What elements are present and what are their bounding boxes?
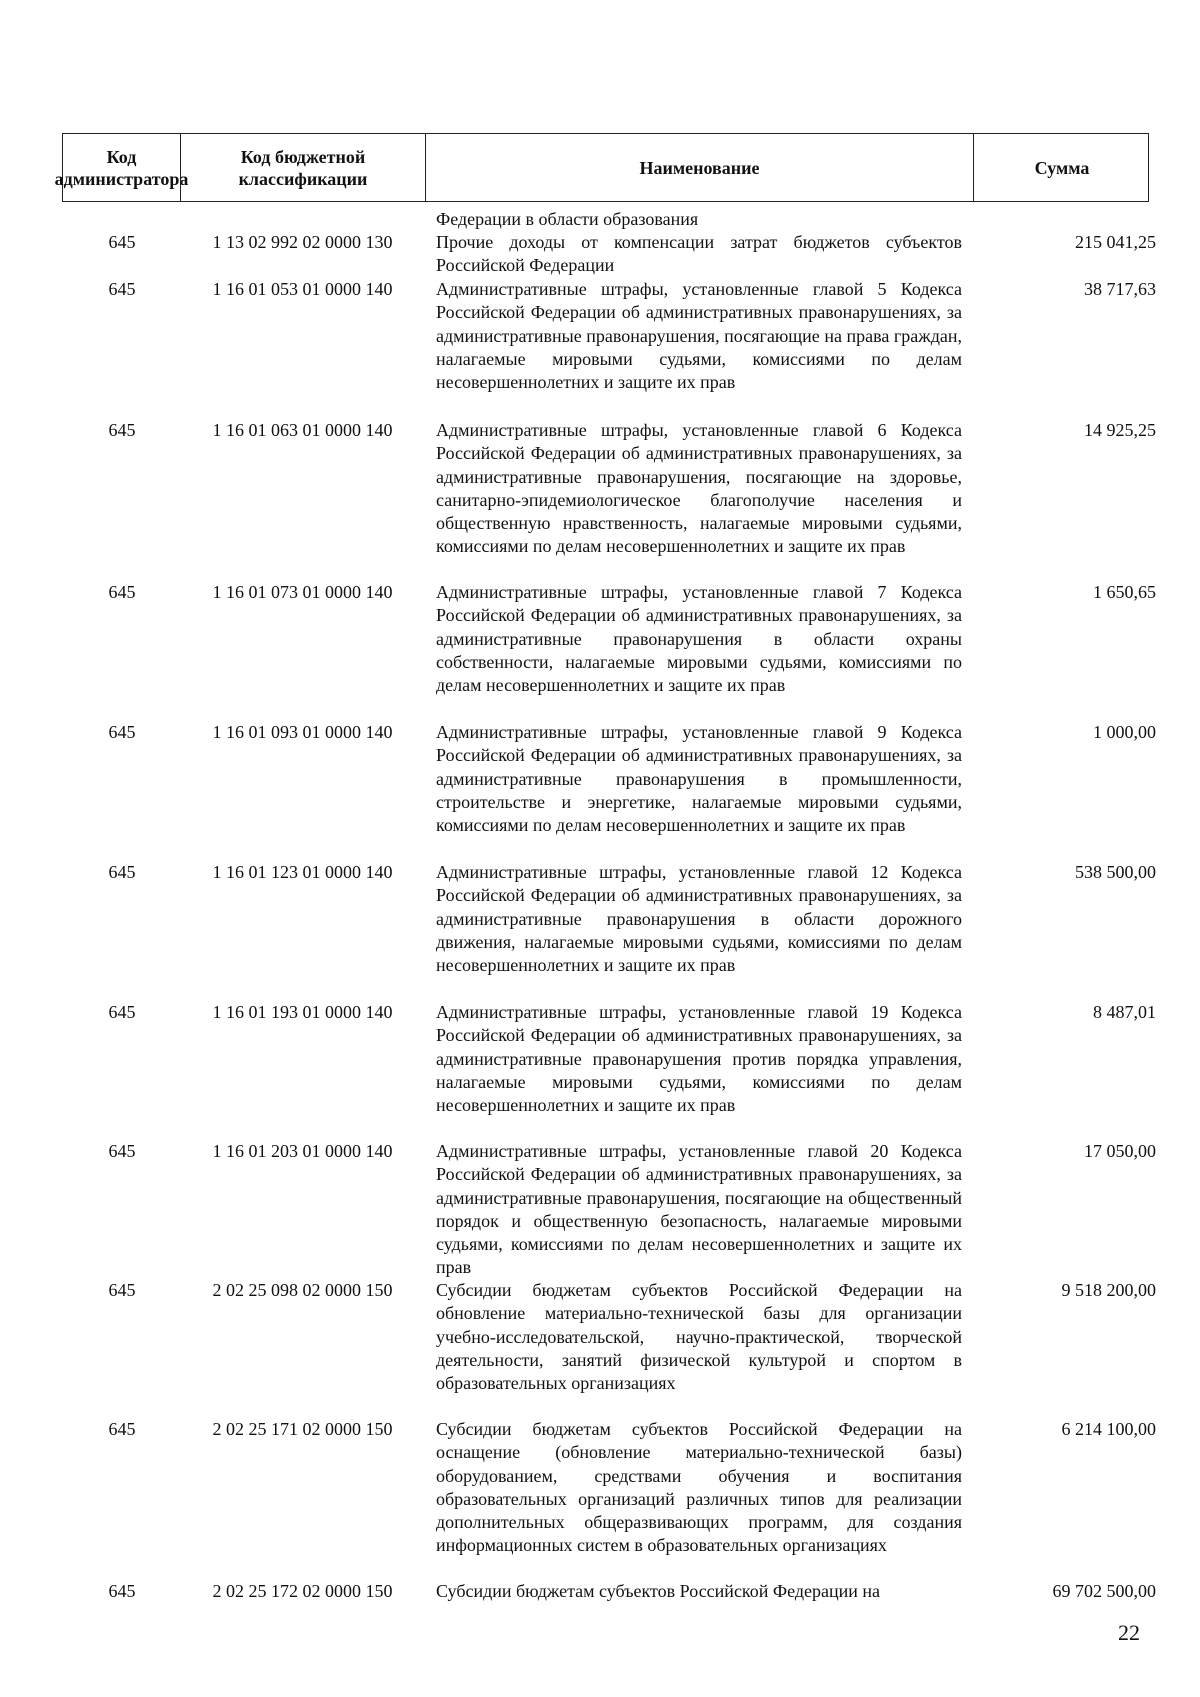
row-name: Административные штрафы, установленные главой 5 Кодекса Российской Федерации об административных правонарушениях, за административные правонарушения, посягающие на права граждан, налагаемые мировыми судьями, комиссиями по делам несовершеннолетних и защите их прав (436, 279, 962, 393)
row-name: Субсидии бюджетам субъектов Российской Федерации на оснащение (обновление материально-технической базы) оборудованием, средствами обучения и воспитания образовательных организаций различных типов для реализации дополнительных общеразвивающих программ, для создания информационных систем в образовательных организациях (436, 1419, 962, 1556)
row-sum: 9 518 200,00 (1061, 1280, 1156, 1300)
kbk-code: 1 16 01 073 01 0000 140 (212, 582, 393, 602)
row-name: Административные штрафы, установленные главой 9 Кодекса Российской Федерации об административных правонарушениях, за административные правонарушения в промышленности, строительстве и энергетике, налагаемые мировыми судьями, комиссиями по делам несовершеннолетних и защите их прав (436, 722, 962, 836)
page-number: 22 (1118, 1620, 1140, 1645)
admin-code: 645 (108, 1419, 136, 1439)
continuation-text: Федерации в области образования (436, 209, 699, 229)
admin-code: 645 (108, 1581, 136, 1601)
kbk-code: 1 16 01 203 01 0000 140 (212, 1141, 393, 1161)
row-name: Прочие доходы от компенсации затрат бюджетов субъектов Российской Федерации (436, 232, 962, 276)
row-sum: 215 041,25 (1075, 232, 1156, 252)
table-header (54, 133, 1149, 202)
kbk-code: 1 16 01 063 01 0000 140 (212, 420, 393, 440)
kbk-code: 1 16 01 053 01 0000 140 (212, 279, 393, 299)
admin-code: 645 (108, 722, 136, 742)
row-sum: 6 214 100,00 (1061, 1419, 1156, 1439)
row-sum: 38 717,63 (1084, 279, 1156, 299)
row-sum: 1 000,00 (1093, 722, 1156, 742)
row-sum: 538 500,00 (1075, 862, 1156, 882)
admin-code: 645 (108, 862, 136, 882)
row-sum: 14 925,25 (1084, 420, 1156, 440)
admin-code: 645 (108, 420, 136, 440)
kbk-code: 2 02 25 171 02 0000 150 (212, 1419, 393, 1439)
row-name: Административные штрафы, установленные главой 19 Кодекса Российской Федерации об административных правонарушениях, за административные правонарушения против порядка управления, налагаемые мировыми судьями, комиссиями по делам несовершеннолетних и защите их прав (436, 1002, 962, 1116)
header-sum: Сумма (973, 134, 1150, 201)
kbk-code: 2 02 25 098 02 0000 150 (212, 1280, 393, 1300)
admin-code: 645 (108, 1141, 136, 1161)
row-name: Административные штрафы, установленные главой 12 Кодекса Российской Федерации об административных правонарушениях, за административные правонарушения в области дорожного движения, налагаемые мировыми судьями, комиссиями по делам несовершеннолетних и защите их прав (436, 862, 962, 976)
admin-code: 645 (108, 1280, 136, 1300)
kbk-code: 2 02 25 172 02 0000 150 (212, 1581, 393, 1601)
row-sum: 17 050,00 (1084, 1141, 1156, 1161)
header-admin-code: Код администратора (54, 146, 189, 189)
kbk-code: 1 16 01 123 01 0000 140 (212, 862, 393, 882)
admin-code: 645 (108, 1002, 136, 1022)
admin-code: 645 (108, 279, 136, 299)
kbk-code: 1 13 02 992 02 0000 130 (212, 232, 393, 252)
kbk-code: 1 16 01 193 01 0000 140 (212, 1002, 393, 1022)
row-name: Субсидии бюджетам субъектов Российской Федерации на обновление материально-технической базы для организации учебно-исследовательской, научно-практической, творческой деятельности, занятий физической культурой и спортом в образовательных организациях (436, 1280, 962, 1394)
kbk-code: 1 16 01 093 01 0000 140 (212, 722, 393, 742)
row-name: Административные штрафы, установленные главой 20 Кодекса Российской Федерации об административных правонарушениях, за административные правонарушения, посягающие на общественный порядок и общественную безопасность, налагаемые мировыми судьями, комиссиями по делам несовершеннолетних и защите их прав (436, 1141, 962, 1278)
row-sum: 69 702 500,00 (1052, 1581, 1156, 1601)
header-name: Наименование (425, 134, 973, 201)
admin-code: 645 (108, 232, 136, 252)
row-name: Административные штрафы, установленные главой 7 Кодекса Российской Федерации об административных правонарушениях, за административные правонарушения в области охраны собственности, налагаемые мировыми судьями, комиссиями по делам несовершеннолетних и защите их прав (436, 582, 962, 696)
admin-code: 645 (108, 582, 136, 602)
row-sum: 8 487,01 (1093, 1002, 1156, 1022)
row-sum: 1 650,65 (1093, 582, 1156, 602)
row-name: Субсидии бюджетам субъектов Российской Федерации на (436, 1581, 881, 1601)
header-kbk-code: Код бюджетной классификации (180, 134, 425, 201)
row-name: Административные штрафы, установленные главой 6 Кодекса Российской Федерации об административных правонарушениях, за административные правонарушения, посягающие на здоровье, санитарно-эпидемиологическое благополучие населения и общественную нравственность, налагаемые мировыми судьями, комиссиями по делам несовершеннолетних и защите их прав (436, 420, 962, 557)
